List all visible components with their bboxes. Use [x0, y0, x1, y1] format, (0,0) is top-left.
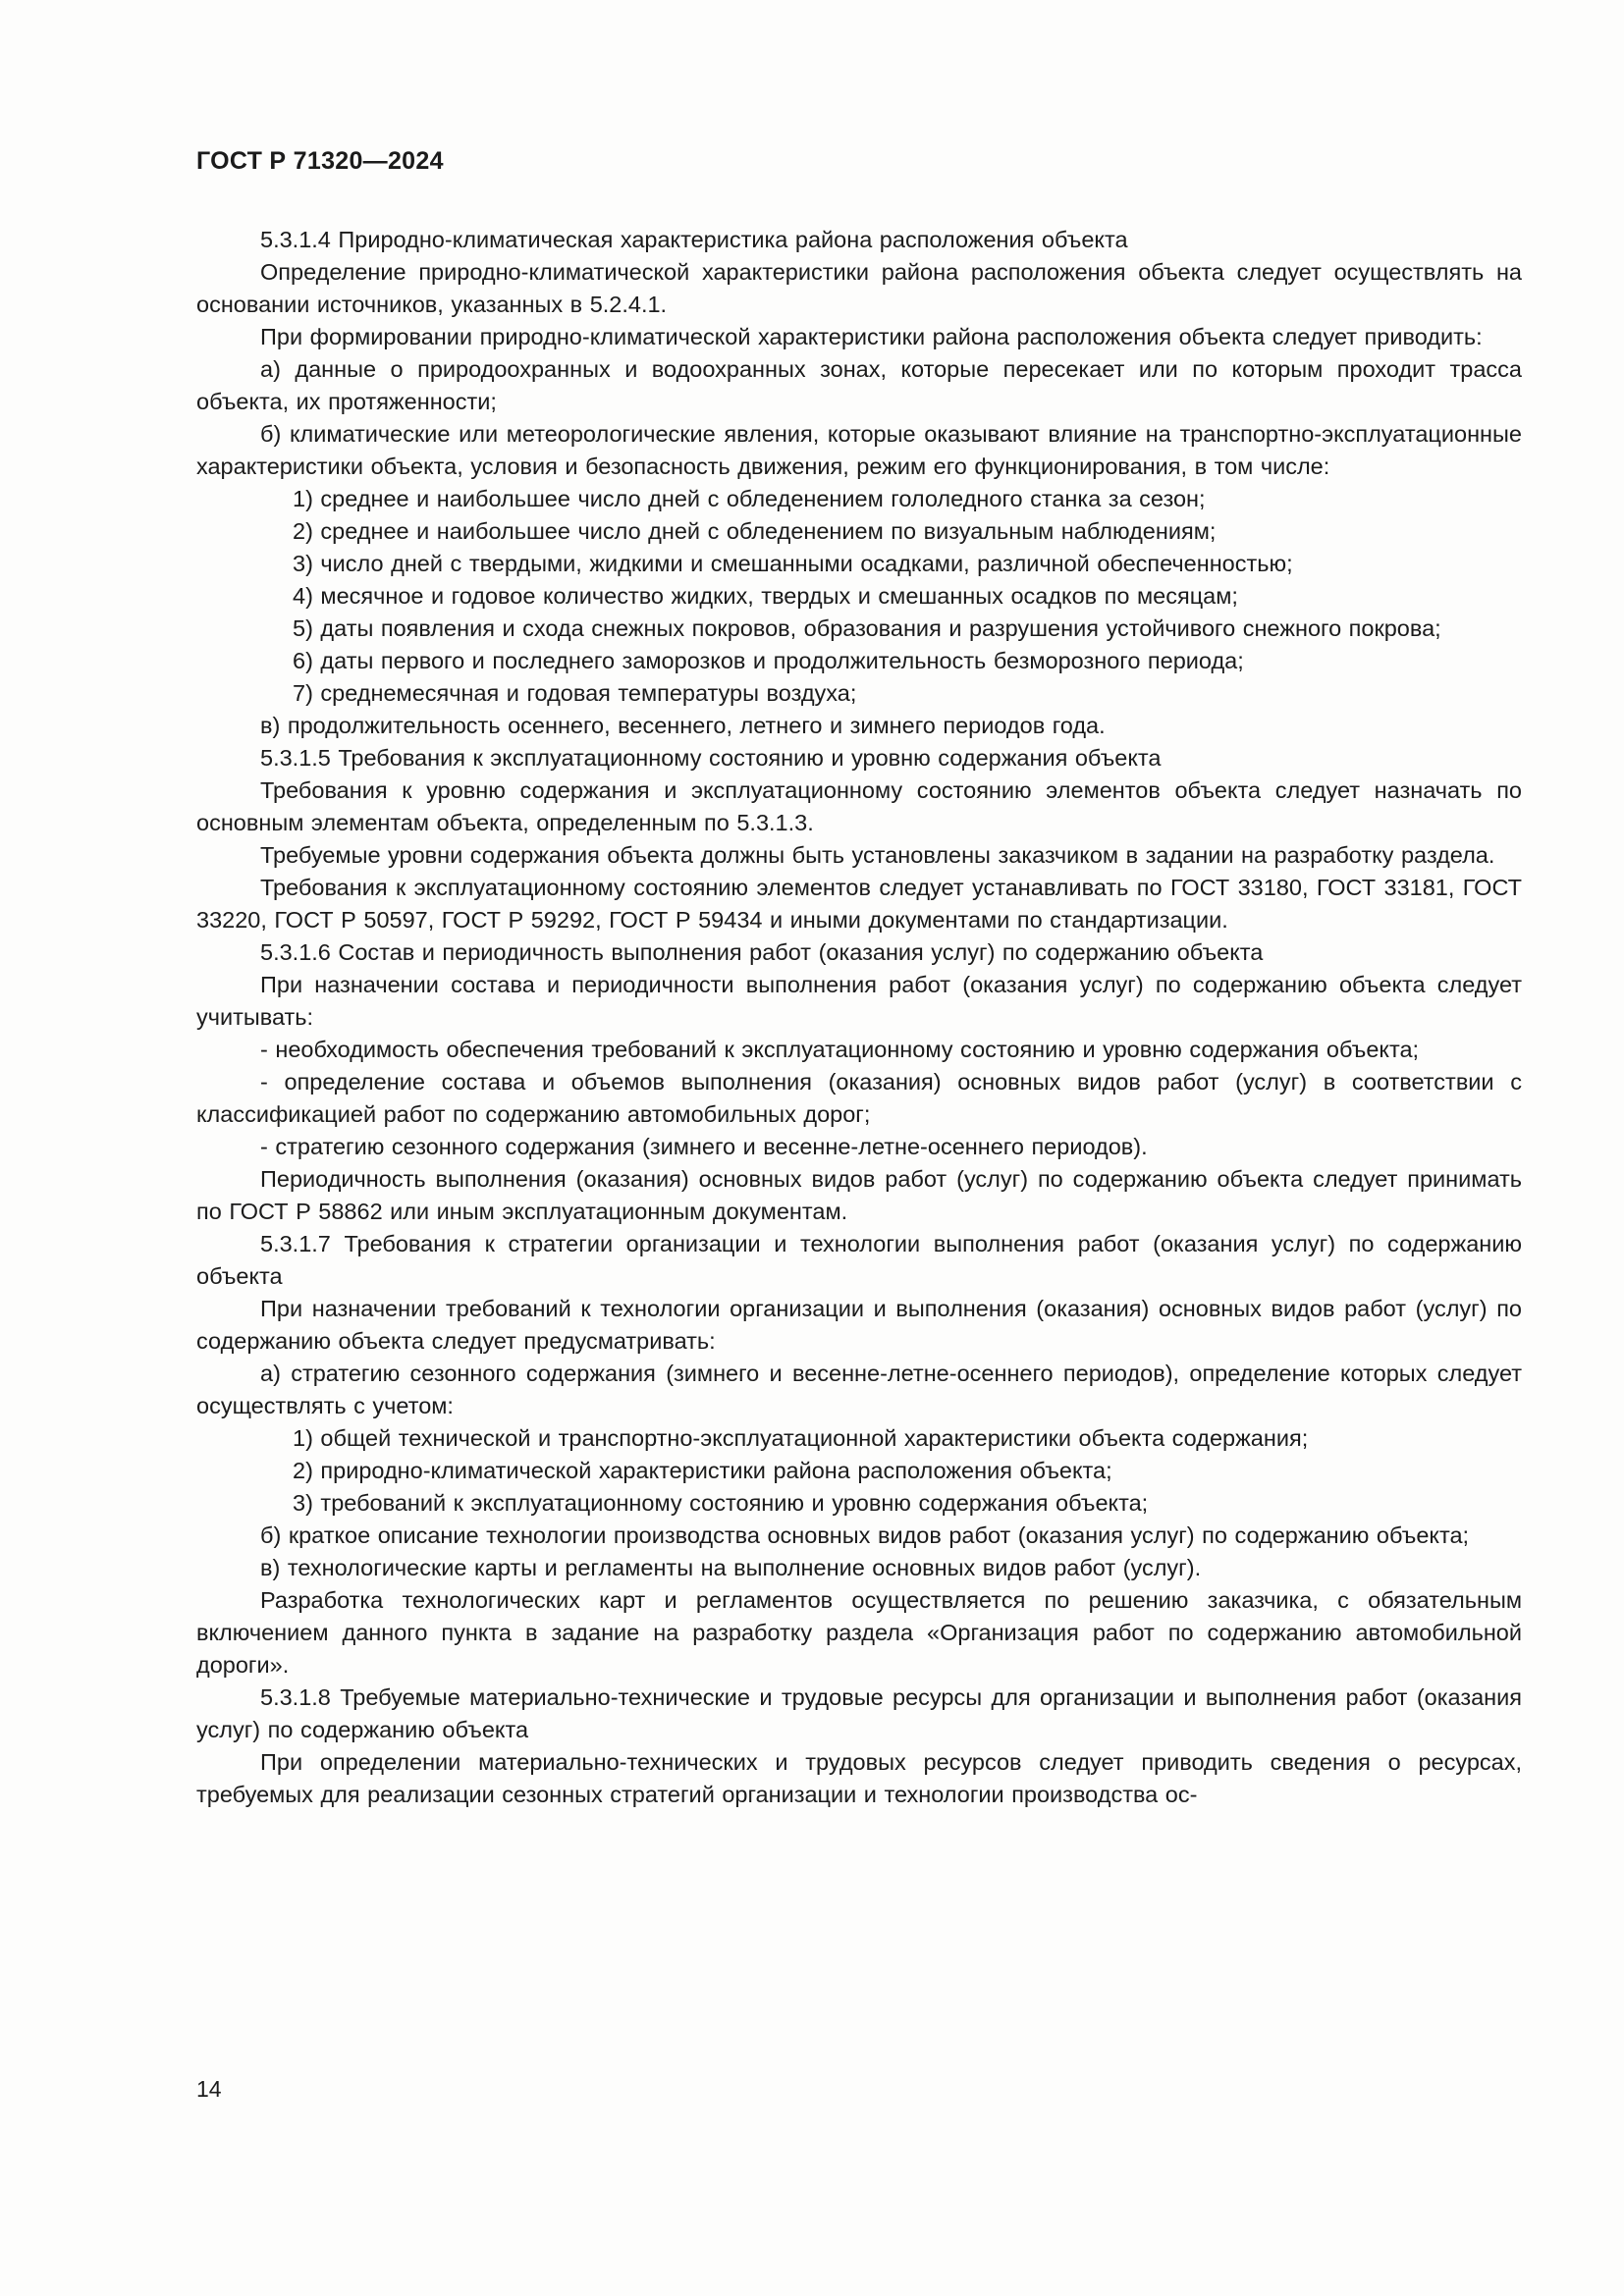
- paragraph: в) технологические карты и регламенты на выполнение основных видов работ (услуг).: [260, 1555, 1202, 1580]
- paragraph: - определение состава и объемов выполнения (оказания) основных видов работ (услуг) в соответствии с классификацией работ по содержанию автомобильных дорог;: [196, 1069, 1522, 1127]
- paragraph: Периодичность выполнения (оказания) основных видов работ (услуг) по содержанию объекта следует принимать по ГОСТ Р 58862 или иным эксплуатационным документам.: [196, 1166, 1522, 1224]
- paragraph: При определении материально-технических и трудовых ресурсов следует приводить сведения о ресурсах, требуемых для реализации сезонных стратегий организации и технологии производства ос-: [196, 1749, 1522, 1807]
- paragraph: 2) природно-климатической характеристики района расположения объекта;: [293, 1458, 1112, 1483]
- paragraph: 1) общей технической и транспортно-эксплуатационной характеристики объекта содержания;: [293, 1425, 1309, 1451]
- paragraph: - стратегию сезонного содержания (зимнего и весенне-летне-осеннего периодов).: [260, 1134, 1148, 1159]
- paragraph: 2) среднее и наибольшее число дней с обледенением по визуальным наблюдениям;: [293, 518, 1217, 544]
- paragraph: - необходимость обеспечения требований к эксплуатационному состоянию и уровню содержания объекта;: [260, 1037, 1420, 1062]
- paragraph: 3) число дней с твердыми, жидкими и смешанными осадками, различной обеспеченностью;: [293, 551, 1293, 576]
- paragraph: Разработка технологических карт и регламентов осуществляется по решению заказчика, с обязательным включением данного пункта в задание на разработку раздела «Организация работ по содержанию автомобильной дороги».: [196, 1587, 1522, 1678]
- paragraph: При формировании природно-климатической характеристики района расположения объекта следует приводить:: [260, 324, 1483, 349]
- paragraph: б) краткое описание технологии производства основных видов работ (оказания услуг) по содержанию объекта;: [260, 1522, 1470, 1548]
- paragraph: 6) даты первого и последнего заморозков и продолжительность безморозного периода;: [293, 648, 1244, 673]
- paragraph: 5.3.1.5 Требования к эксплуатационному состоянию и уровню содержания объекта: [260, 745, 1162, 771]
- paragraph: 3) требований к эксплуатационному состоянию и уровню содержания объекта;: [293, 1490, 1149, 1516]
- paragraph: 5) даты появления и схода снежных покровов, образования и разрушения устойчивого снежного покрова;: [293, 615, 1441, 641]
- paragraph: Требования к эксплуатационному состоянию элементов следует устанавливать по ГОСТ 33180, ГОСТ 33181, ГОСТ 33220, ГОСТ Р 50597, ГОСТ Р 59292, ГОСТ Р 59434 и иными документами по стандартизации.: [196, 875, 1522, 933]
- paragraph: 5.3.1.7 Требования к стратегии организации и технологии выполнения работ (оказания услуг) по содержанию объекта: [196, 1231, 1522, 1289]
- paragraph: б) климатические или метеорологические явления, которые оказывают влияние на транспортно-эксплуатационные характеристики объекта, условия и безопасность движения, режим его функционирования, в том числе:: [196, 421, 1522, 479]
- paragraph: а) стратегию сезонного содержания (зимнего и весенне-летне-осеннего периодов), определение которых следует осуществлять с учетом:: [196, 1361, 1522, 1418]
- paragraph: 5.3.1.8 Требуемые материально-технические и трудовые ресурсы для организации и выполнения работ (оказания услуг) по содержанию объекта: [196, 1684, 1522, 1742]
- page-number: 14: [196, 2076, 222, 2102]
- paragraph: 1) среднее и наибольшее число дней с обледенением гололедного станка за сезон;: [293, 486, 1206, 511]
- paragraph: а) данные о природоохранных и водоохранных зонах, которые пересекает или по которым проходит трасса объекта, их протяженности;: [196, 356, 1522, 414]
- paragraph: Требуемые уровни содержания объекта должны быть установлены заказчиком в задании на разработку раздела.: [260, 842, 1495, 868]
- document-header: ГОСТ Р 71320—2024: [196, 147, 444, 175]
- paragraph: 7) среднемесячная и годовая температуры воздуха;: [293, 680, 857, 706]
- paragraph: 4) месячное и годовое количество жидких, твердых и смешанных осадков по месяцам;: [293, 583, 1238, 609]
- document-body: [196, 224, 1522, 1811]
- paragraph: в) продолжительность осеннего, весеннего, летнего и зимнего периодов года.: [260, 713, 1106, 738]
- paragraph: Требования к уровню содержания и эксплуатационному состоянию элементов объекта следует назначать по основным элементам объекта, определенным по 5.3.1.3.: [196, 777, 1522, 835]
- paragraph: При назначении требований к технологии организации и выполнения (оказания) основных видов работ (услуг) по содержанию объекта следует предусматривать:: [196, 1296, 1522, 1354]
- paragraph: 5.3.1.4 Природно-климатическая характеристика района расположения объекта: [260, 227, 1128, 252]
- paragraph: Определение природно-климатической характеристики района расположения объекта следует осуществлять на основании источников, указанных в 5.2.4.1.: [196, 259, 1522, 317]
- paragraph: 5.3.1.6 Состав и периодичность выполнения работ (оказания услуг) по содержанию объекта: [260, 939, 1264, 965]
- paragraph: При назначении состава и периодичности выполнения работ (оказания услуг) по содержанию объекта следует учитывать:: [196, 972, 1522, 1030]
